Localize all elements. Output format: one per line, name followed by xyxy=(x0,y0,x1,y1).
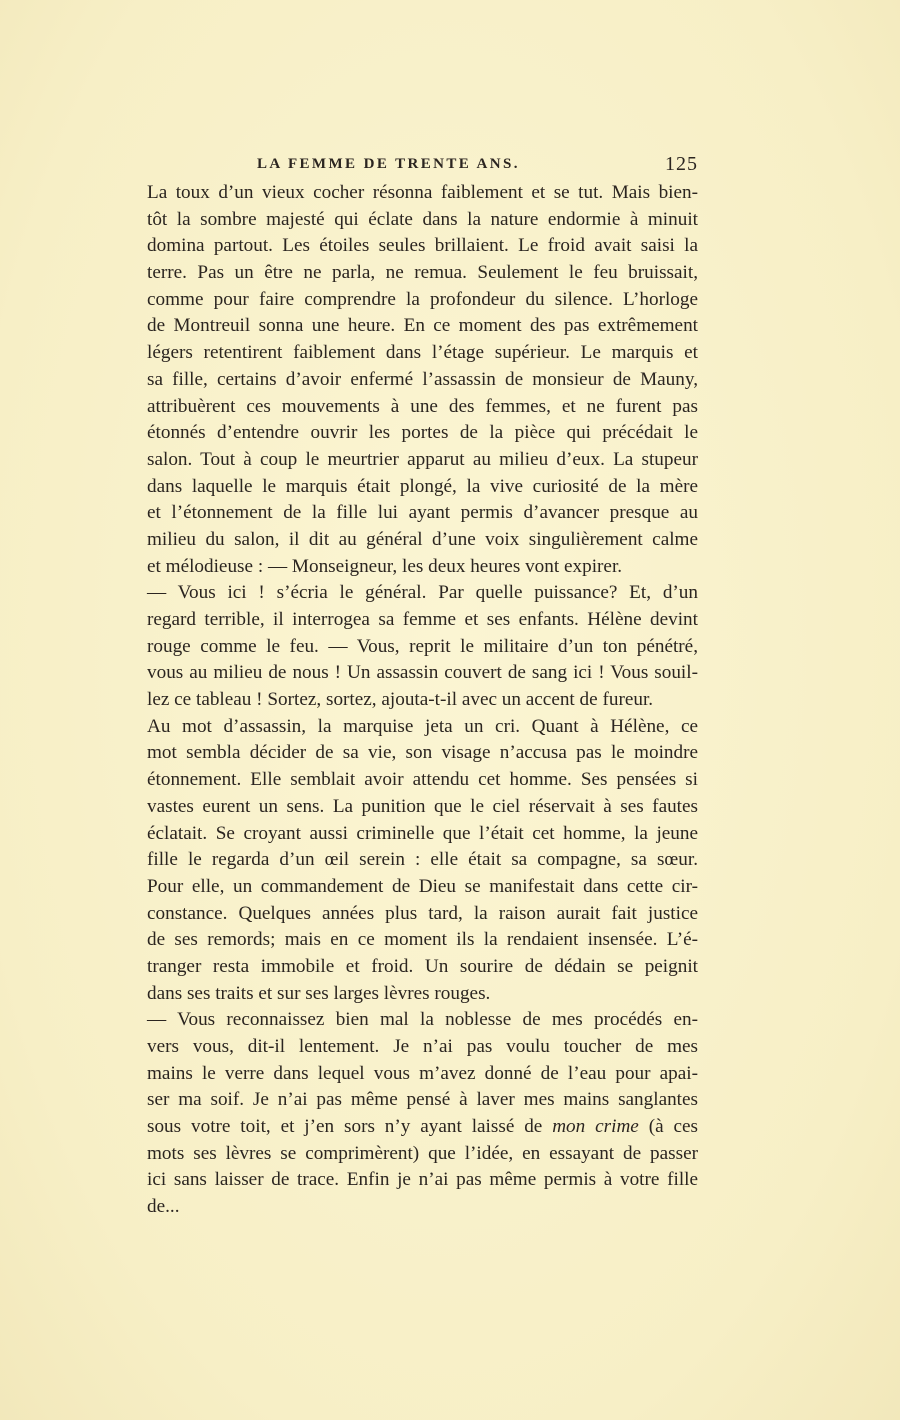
text-line xyxy=(147,1114,698,1141)
text-span: sous votre toit, et j’en sors n’y ayant laissé de xyxy=(147,1116,553,1138)
text-line: salon. Tout à coup le meurtrier apparut au milieu d’eux. La stupeur xyxy=(147,448,698,470)
text-span: (à ces xyxy=(638,1116,698,1138)
text-line: rouge comme le feu. — Vous, reprit le militaire d’un ton pénétré, xyxy=(147,635,698,657)
body-text xyxy=(147,180,698,1221)
text-line: dans laquelle le marquis était plongé, la vive curiosité de la mère xyxy=(147,475,698,497)
text-line: tôt la sombre majesté qui éclate dans la nature endormie à minuit xyxy=(147,208,698,230)
italic-text: mon crime xyxy=(552,1116,639,1138)
text-line: de Montreuil sonna une heure. En ce moment des pas extrêmement xyxy=(147,315,698,337)
text-line: sa fille, certains d’avoir enfermé l’assassin de monsieur de Mauny, xyxy=(147,368,698,390)
text-line: terre. Pas un être ne parla, ne remua. Seulement le feu bruissait, xyxy=(147,262,698,284)
text-line: fille le regarda d’un œil serein : elle était sa compagne, sa sœur. xyxy=(147,849,698,871)
text-line: vous au milieu de nous ! Un assassin couvert de sang ici ! Vous souil- xyxy=(147,662,698,684)
text-line: domina partout. Les étoiles seules brillaient. Le froid avait saisi la xyxy=(147,235,698,257)
text-line: lez ce tableau ! Sortez, sortez, ajouta-t-il avec un accent de fureur. xyxy=(147,689,654,711)
text-line: ici sans laisser de trace. Enfin je n’ai pas même permis à votre fille xyxy=(147,1169,698,1191)
text-line: — Vous ici ! s’écria le général. Par quelle puissance? Et, d’un xyxy=(147,582,698,604)
text-line: milieu du salon, il dit au général d’une voix singulièrement calme xyxy=(147,528,698,550)
text-line: comme pour faire comprendre la profondeur du silence. L’horloge xyxy=(147,288,698,310)
page-header xyxy=(147,153,698,182)
text-line: étonnement. Elle semblait avoir attendu cet homme. Ses pensées si xyxy=(147,769,698,791)
text-line: étonnés d’entendre ouvrir les portes de la pièce qui précédait le xyxy=(147,422,698,444)
text-line: tranger resta immobile et froid. Un sourire de dédain se peignit xyxy=(147,955,698,977)
text-line: vastes eurent un sens. La punition que le ciel réservait à ses fautes xyxy=(147,795,698,817)
text-line: vers vous, dit-il lentement. Je n’ai pas voulu toucher de mes xyxy=(147,1036,698,1057)
text-line: attribuèrent ces mouvements à une des femmes, et ne furent pas xyxy=(147,395,698,417)
text-line: et l’étonnement de la fille lui ayant permis d’avancer presque au xyxy=(147,502,698,524)
text-line: de... xyxy=(147,1196,180,1218)
running-title: LA FEMME DE TRENTE ANS. xyxy=(257,156,520,172)
text-line: Pour elle, un commandement de Dieu se manifestait dans cette cir- xyxy=(147,875,698,897)
text-line: mots ses lèvres se comprimèrent) que l’idée, en essayant de passer xyxy=(147,1142,698,1164)
text-line: mains le verre dans lequel vous m’avez donné de l’eau pour apai- xyxy=(147,1062,698,1084)
text-line: dans ses traits et sur ses larges lèvres rouges. xyxy=(147,982,491,1004)
text-line: La toux d’un vieux cocher résonna faiblement et se tut. Mais bien- xyxy=(147,182,698,203)
text-line: et mélodieuse : — Monseigneur, les deux heures vont expirer. xyxy=(147,555,623,577)
text-line: ser ma soif. Je n’ai pas même pensé à laver mes mains sanglantes xyxy=(147,1089,698,1111)
text-line: — Vous reconnaissez bien mal la noblesse de mes procédés en- xyxy=(147,1009,698,1031)
text-line: regard terrible, il interrogea sa femme et ses enfants. Hélène devint xyxy=(147,609,698,630)
text-line: Au mot d’assassin, la marquise jeta un cri. Quant à Hélène, ce xyxy=(147,715,698,737)
text-line: légers retentirent faiblement dans l’étage supérieur. Le marquis et xyxy=(147,342,698,364)
text-line: éclatait. Se croyant aussi criminelle que l’était cet homme, la jeune xyxy=(147,822,698,844)
text-line: constance. Quelques années plus tard, la raison aurait fait justice xyxy=(147,902,698,924)
text-line: de ses remords; mais en ce moment ils la rendaient insensée. L’é- xyxy=(147,929,698,951)
page-number: 125 xyxy=(665,153,698,175)
text-line: mot sembla décider de sa vie, son visage n’accusa pas le moindre xyxy=(147,742,698,764)
